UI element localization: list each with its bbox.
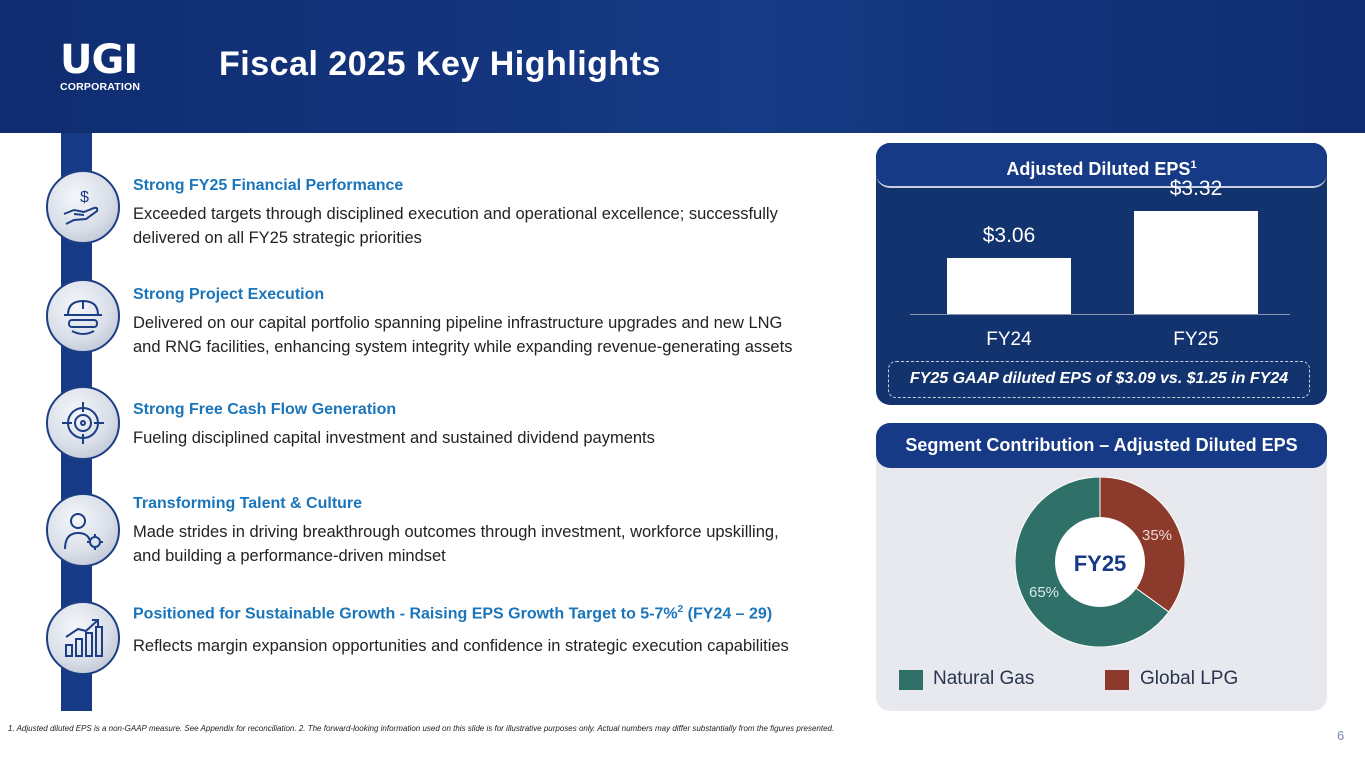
x-axis-line: [910, 314, 1290, 315]
page-title: Fiscal 2025 Key Highlights: [219, 45, 661, 83]
highlight-line: and RNG facilities, enhancing system integrity while expanding revenue-generating assets: [133, 338, 793, 356]
logo-wordmark: UGI: [60, 37, 138, 83]
footnote-marker: 2: [677, 604, 684, 615]
data-label-fy25: $3.32: [1169, 177, 1223, 200]
eps-title-text: Adjusted Diluted EPS: [1006, 159, 1191, 179]
svg-text:$: $: [80, 189, 89, 206]
target-crosshair-icon: [46, 386, 120, 460]
hardhat-worker-icon: [46, 279, 120, 353]
highlight-title: Strong FY25 Financial Performance: [133, 177, 404, 194]
highlight-line: Fueling disciplined capital investment and sustained dividend payments: [133, 429, 655, 447]
highlight-title: [133, 604, 772, 623]
highlight-line: and building a performance-driven mindset: [133, 547, 446, 565]
person-gear-icon: [46, 493, 120, 567]
segment-panel-title: Segment Contribution – Adjusted Diluted EPS: [876, 423, 1327, 468]
highlight-title-suffix: (FY24 – 29): [683, 605, 773, 623]
eps-panel-title: [876, 143, 1327, 188]
logo-subtitle: CORPORATION: [60, 81, 141, 93]
header-bar: [0, 0, 1365, 133]
dollar-hand-icon: [46, 170, 120, 244]
highlight-title-text: Positioned for Sustainable Growth - Raising EPS Growth Target to 5-7%: [133, 605, 678, 623]
highlight-body: [133, 202, 863, 250]
donut-center-label: FY25: [1073, 551, 1127, 576]
segment-donut-chart: [1015, 477, 1185, 647]
highlight-line: Exceeded targets through disciplined execution and operational excellence; successfully: [133, 205, 778, 223]
category-label-fy25: FY25: [1173, 329, 1219, 350]
footnote-marker: 1: [1190, 159, 1197, 171]
highlight-body: [133, 520, 863, 568]
slice-label-global-lpg: 35%: [1141, 527, 1173, 544]
highlight-line: delivered on all FY25 strategic priorities: [133, 229, 422, 247]
page-number: 6: [1337, 728, 1345, 743]
legend-label-global-lpg: Global LPG: [1140, 668, 1239, 689]
highlight-title: Strong Project Execution: [133, 286, 325, 303]
growth-chart-icon: [46, 601, 120, 675]
highlight-line: Delivered on our capital portfolio spanning pipeline infrastructure upgrades and new LNG: [133, 314, 783, 332]
ugi-logo: [60, 37, 152, 94]
data-label-fy24: $3.06: [982, 224, 1036, 247]
gaap-eps-note: FY25 GAAP diluted EPS of $3.09 vs. $1.25 in FY24: [888, 361, 1310, 398]
highlight-body: [133, 634, 863, 658]
legend-label-natural-gas: Natural Gas: [933, 668, 1035, 689]
legend-swatch-global-lpg: [1105, 670, 1129, 690]
highlight-body: [133, 426, 863, 450]
highlight-line: Made strides in driving breakthrough outcomes through investment, workforce upskilling,: [133, 523, 779, 541]
highlight-body: [133, 311, 863, 359]
highlight-line: Reflects margin expansion opportunities and confidence in strategic execution capabilities: [133, 637, 789, 655]
bar-fy24: [947, 258, 1071, 314]
legend-swatch-natural-gas: [899, 670, 923, 690]
footnote: 1. Adjusted diluted EPS is a non-GAAP measure. See Appendix for reconciliation. 2. The forward-looking information used on this slide is for illustrative purposes only. Actual numbers may differ substantially from the figures presented.: [8, 724, 835, 733]
highlight-title: Transforming Talent & Culture: [133, 495, 363, 512]
category-label-fy24: FY24: [986, 329, 1032, 350]
bar-fy25: [1134, 211, 1258, 314]
slice-label-natural-gas: 65%: [1028, 584, 1060, 601]
highlight-title: Strong Free Cash Flow Generation: [133, 401, 397, 418]
